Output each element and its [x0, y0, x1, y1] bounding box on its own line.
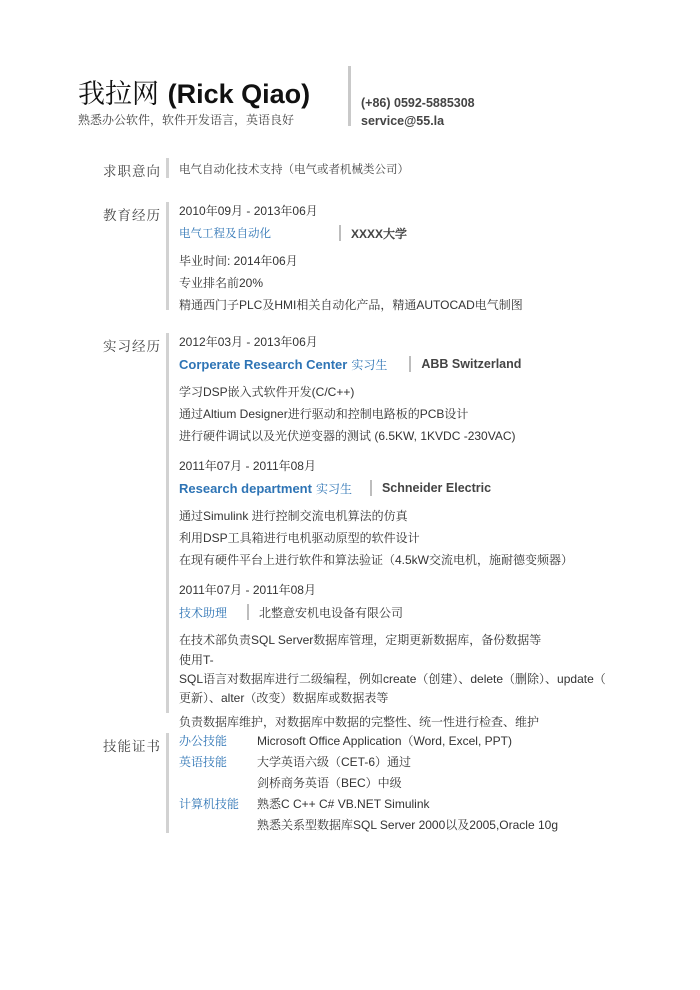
education-content — [179, 200, 680, 316]
internship-company: 北整意安机电设备有限公司 — [259, 605, 404, 620]
internship-duty: 通过Altium Designer进行驱动和控制电路板的PCB设计 — [179, 407, 469, 421]
internship-item — [179, 455, 680, 571]
email-address: service@55.la — [361, 114, 445, 128]
internship-org-row — [179, 601, 680, 623]
skill-row — [179, 752, 680, 773]
objective-bar — [166, 158, 169, 178]
skill-value: Microsoft Office Application（Word, Excel, PPT) — [257, 734, 512, 748]
skills-label: 技能证书 — [103, 739, 161, 755]
education-period: 2010年09月 - 2013年06月 — [179, 204, 318, 218]
internship-duty: 在现有硬件平台上进行软件和算法验证（4.5kW交流电机，施耐德变频器） — [179, 553, 574, 567]
internship-company: Schneider Electric — [381, 481, 492, 495]
internship-period: 2012年03月 - 2013年06月 — [179, 335, 318, 349]
internship-label: 实习经历 — [103, 339, 161, 355]
internship-duty: 利用DSP工具箱进行电机驱动原型的软件设计 — [179, 531, 420, 545]
internship-org-row — [179, 477, 680, 499]
name-chinese: 我拉网 — [78, 79, 159, 110]
education-major: 电气工程及自动化 — [179, 226, 271, 240]
skills-content — [179, 731, 680, 836]
internship-company: ABB Switzerland — [421, 357, 522, 371]
skill-category: 计算机技能 — [179, 797, 240, 811]
tagline: 熟悉办公软件，软件开发语言，英语良好 — [78, 113, 295, 127]
education-label: 教育经历 — [103, 208, 161, 224]
internship-period: 2011年07月 - 2011年08月 — [179, 583, 316, 597]
skill-category: 办公技能 — [179, 734, 228, 748]
education-bar — [166, 202, 169, 310]
objective-label: 求职意向 — [103, 164, 161, 180]
internship-role: 实习生 — [315, 481, 352, 496]
internship-duty: SQL语言对数据库进行二级编程，例如create（创建）、delete（删除）、update（ — [179, 672, 606, 686]
internship-separator — [247, 604, 249, 620]
skill-row — [179, 773, 680, 794]
internship-duty: 使用T- — [179, 653, 214, 667]
internship-org-row — [179, 353, 680, 375]
internship-duty: 在技术部负责SQL Server数据库管理，定期更新数据库，备份数据等 — [179, 633, 542, 647]
internship-duty: 学习DSP嵌入式软件开发(C/C++) — [179, 385, 355, 399]
education-ranking: 专业排名前20% — [179, 276, 264, 290]
education-graduation: 毕业时间: 2014年06月 — [179, 254, 298, 268]
phone-number: (+86) 0592-5885308 — [361, 96, 475, 110]
skills-bar — [166, 733, 169, 833]
internship-separator — [409, 356, 411, 372]
skill-value: 剑桥商务英语（BEC）中级 — [257, 776, 402, 790]
skill-category — [179, 773, 257, 794]
objective-text: 电气自动化技术支持（电气或者机械类公司） — [179, 162, 409, 176]
internship-org: Research department — [179, 480, 312, 496]
skill-row — [179, 815, 680, 836]
internship-period: 2011年07月 - 2011年08月 — [179, 459, 316, 473]
internship-content — [179, 331, 680, 733]
internship-item — [179, 579, 680, 733]
education-major-row — [179, 222, 680, 244]
internship-duty: 负责数据库维护，对数据库中数据的完整性、统一性进行检查、维护 — [179, 715, 540, 729]
education-skill: 精通西门子PLC及HMI相关自动化产品，精通AUTOCAD电气制图 — [179, 298, 523, 312]
internship-duty: 通过Simulink 进行控制交流电机算法的仿真 — [179, 509, 408, 523]
skill-row — [179, 731, 680, 752]
skill-value: 大学英语六级（CET-6）通过 — [257, 755, 412, 769]
skill-category — [179, 815, 257, 836]
skill-value: 熟悉关系型数据库SQL Server 2000以及2005,Oracle 10g — [257, 818, 559, 832]
internship-duty: 更新）、alter（改变）数据库或数据表等 — [179, 691, 389, 705]
contact-block — [361, 94, 475, 130]
candidate-name — [78, 72, 310, 111]
internship-separator — [370, 480, 372, 496]
education-separator — [339, 225, 341, 241]
internship-bar — [166, 333, 169, 713]
name-english: (Rick Qiao) — [167, 79, 311, 109]
internship-role: 技术助理 — [179, 605, 228, 620]
header-divider — [348, 66, 351, 126]
skill-category: 英语技能 — [179, 755, 228, 769]
objective-content — [179, 158, 680, 180]
skill-row — [179, 794, 680, 815]
internship-role: 实习生 — [351, 357, 388, 372]
internship-item — [179, 331, 680, 447]
education-school: XXXX大学 — [351, 226, 408, 241]
internship-duty: 进行硬件调试以及光伏逆变器的测试 (6.5KW, 1KVDC -230VAC) — [179, 429, 516, 443]
skill-value: 熟悉C C++ C# VB.NET Simulink — [257, 797, 430, 811]
internship-org: Corperate Research Center — [179, 356, 348, 372]
